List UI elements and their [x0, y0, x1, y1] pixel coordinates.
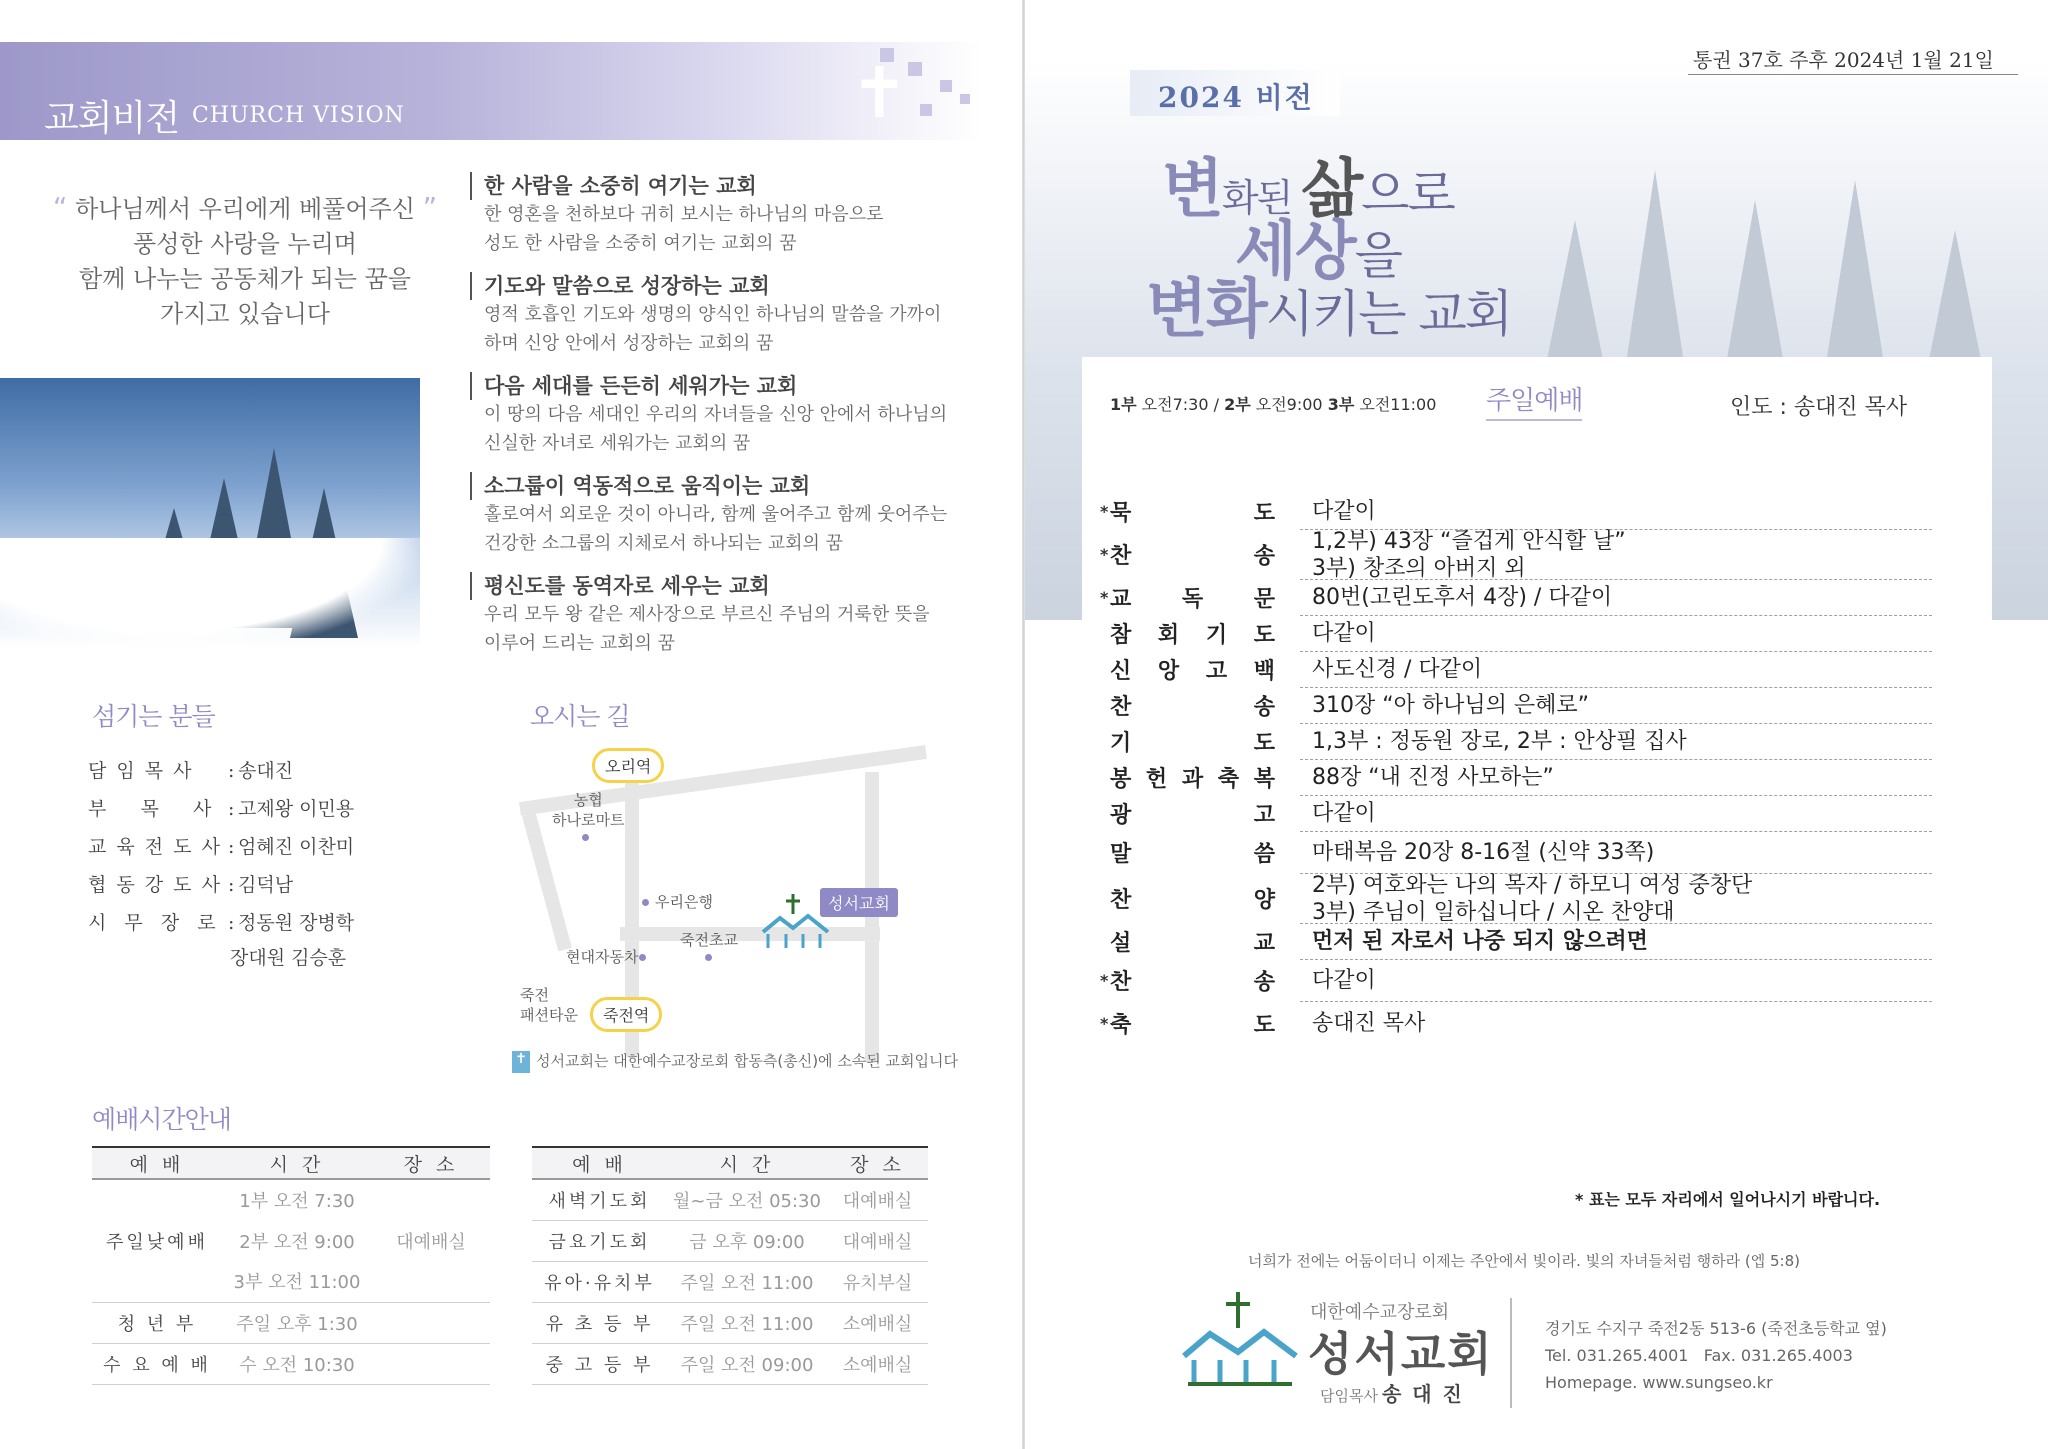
- service-order-value: 송대진 목사: [1312, 1010, 1426, 1036]
- label-char: 찬: [1110, 888, 1132, 913]
- service-order-label: [1110, 690, 1275, 721]
- worship-name: 중 고 등 부: [532, 1343, 667, 1384]
- vision-list: [470, 172, 1010, 672]
- staff-role: 담 임 목 사: [88, 760, 194, 782]
- pixel-deco: [908, 62, 922, 76]
- service-order-row: [1110, 872, 1932, 925]
- denomination: 대한예수교장로회: [1310, 1302, 1450, 1323]
- label-char: 독: [1181, 587, 1204, 612]
- church-contact: [1545, 1315, 1887, 1396]
- table-row: [532, 1302, 928, 1343]
- stand-mark: *: [1100, 971, 1109, 990]
- pastor-label: 담임목사: [1320, 1387, 1378, 1405]
- staff-row: 시 무 장 로 : 정동원 장병학: [88, 904, 354, 942]
- table-row: [532, 1179, 928, 1220]
- open-quote-icon: “: [52, 191, 68, 224]
- label-char: 묵: [1110, 501, 1132, 526]
- station-ori: 오리역: [592, 748, 664, 783]
- pastor-name: 송 대 진: [1381, 1382, 1464, 1406]
- service-order-value: 310장 “아 하나님의 은혜로”: [1312, 693, 1590, 718]
- label-char: 고: [1253, 803, 1275, 828]
- service-order-list: [1100, 494, 1932, 1044]
- service-order-label: [1110, 539, 1275, 570]
- service-title: 주일예배: [1486, 380, 1582, 421]
- worship-table-right: [532, 1146, 928, 1385]
- service-order-row: [1110, 724, 1932, 760]
- service-order-row: [1110, 652, 1932, 688]
- slogan-text: 을: [1354, 227, 1401, 285]
- staff-row: 부 목 사 : 고제왕 이민용: [88, 790, 354, 828]
- staff-row: 교 육 전 도 사 : 엄혜진 이찬미: [88, 828, 354, 866]
- service-order-value: 1,3부 : 정동원 장로, 2부 : 안상필 집사: [1312, 729, 1687, 754]
- service-leader: 인도 : 송대진 목사: [1730, 395, 1908, 420]
- worship-name: 주일낮예배: [92, 1179, 222, 1302]
- service-order-value: 다같이: [1312, 968, 1376, 993]
- label-char: 헌: [1145, 767, 1168, 792]
- map-label-bank: 우리은행: [655, 893, 713, 911]
- table-row: [92, 1179, 490, 1220]
- label-char: 도: [1253, 1012, 1275, 1038]
- vision-year-text: 2024 비전: [1158, 81, 1314, 114]
- service-order-label: [1110, 965, 1275, 996]
- worship-name: 수 요 예 배: [92, 1343, 222, 1384]
- staff-name: 고제왕 이민용: [238, 798, 355, 820]
- slogan-emph: 변: [1162, 153, 1222, 227]
- staff-role: 부 목 사: [88, 798, 214, 820]
- label-char: 고: [1205, 659, 1228, 684]
- label-char: 설: [1110, 931, 1132, 956]
- vision-quote: [50, 190, 440, 332]
- table-row: [532, 1343, 928, 1384]
- label-char: 앙: [1157, 659, 1180, 684]
- worship-name: 금요기도회: [532, 1220, 667, 1261]
- church-name: 성서교회: [1308, 1327, 1494, 1381]
- service-order-label: [1110, 496, 1275, 527]
- service-order-row: [1100, 494, 1932, 530]
- worship-place: 대예배실: [827, 1220, 928, 1261]
- service-order-row: [1110, 832, 1932, 874]
- service-order-row: [1110, 616, 1932, 652]
- church-phone: Tel. 031.265.4001 Fax. 031.265.4003: [1545, 1346, 1853, 1365]
- service-part: 2부: [1224, 395, 1251, 414]
- worship-place: 유치부실: [827, 1261, 928, 1302]
- label-char: 광: [1110, 803, 1132, 828]
- staff-section-title: 섬기는 분들: [92, 702, 215, 731]
- label-char: 찬: [1110, 970, 1132, 995]
- service-order-row: [1110, 688, 1932, 724]
- label-char: 씀: [1253, 842, 1275, 867]
- worship-time: 2부 오전 9:00: [239, 1231, 355, 1253]
- service-order-row: [1110, 760, 1932, 796]
- service-time: 오전9:00: [1250, 395, 1328, 414]
- service-order-row: [1100, 528, 1932, 581]
- service-order-value: 1,2부) 43장 “즐겁게 안식할 날” 3부) 창조의 아버지 외: [1312, 528, 1626, 581]
- map-dot: [705, 954, 712, 961]
- slogan-emph: 세상: [1235, 215, 1355, 289]
- worship-time: 3부 오전 11:00: [222, 1261, 372, 1302]
- worship-table-left: [92, 1146, 490, 1385]
- service-order-value: 먼저 된 자로서 나중 되지 않으려면: [1312, 929, 1648, 954]
- staff-row: 담 임 목 사 : 송대진: [88, 752, 354, 790]
- slogan-emph: 삶: [1301, 153, 1362, 227]
- label-char: 신: [1110, 659, 1132, 684]
- worship-time: 수 오전 10:30: [222, 1343, 372, 1384]
- label-char: 참: [1110, 623, 1132, 648]
- pixel-deco: [920, 104, 932, 116]
- service-order-row: [1100, 1002, 1932, 1044]
- staff-role: 교 육 전 도 사: [88, 836, 222, 858]
- stand-mark: *: [1100, 1013, 1109, 1033]
- service-order-label: [1110, 582, 1275, 613]
- worship-time: 주일 오전 11:00: [667, 1302, 827, 1343]
- close-quote-icon: ”: [422, 191, 438, 224]
- col-header: 장 소: [827, 1147, 928, 1179]
- service-order-label: [1110, 654, 1275, 685]
- vision-item: [470, 272, 1010, 358]
- label-char: 축: [1217, 767, 1240, 792]
- cross-icon: ✝: [850, 52, 909, 134]
- table-header-row: [92, 1147, 490, 1179]
- church-note-icon: ✝: [512, 1051, 530, 1073]
- table-header-row: [532, 1147, 928, 1179]
- service-order-value: 마태복음 20장 8-16절 (신약 33쪽): [1312, 840, 1655, 865]
- tree-shape: [1625, 170, 1685, 370]
- worship-time: 월~금 오전 05:30: [667, 1179, 827, 1220]
- col-header: 시 간: [667, 1147, 827, 1179]
- service-time: 오전7:30 /: [1136, 395, 1225, 414]
- pixel-deco: [960, 94, 970, 104]
- map-road: [620, 927, 880, 941]
- slogan-line-3: [1146, 258, 1511, 350]
- vision-item: [470, 372, 1010, 458]
- slogan-text: 으로: [1361, 165, 1454, 223]
- divider: [1688, 74, 2018, 75]
- church-logo-icon: [758, 892, 838, 952]
- staff-row: 협 동 강 도 사 : 김덕남: [88, 866, 354, 904]
- worship-time: 주일 오전 09:00: [667, 1343, 827, 1384]
- church-logo-icon: [1180, 1290, 1300, 1390]
- map-road: [865, 772, 879, 1062]
- service-order-label: [1110, 883, 1275, 914]
- snow-ground: [0, 538, 420, 648]
- table-row: [92, 1302, 490, 1343]
- col-header: 시 간: [222, 1147, 372, 1179]
- worship-name: 유아·유치부: [532, 1261, 667, 1302]
- vision-year-badge: [1130, 70, 1340, 116]
- map-dot: [582, 834, 589, 841]
- winter-forest-image: [0, 378, 420, 648]
- staff-name: 김덕남: [238, 874, 294, 896]
- map-label-hyundai: 현대자동차: [566, 948, 639, 966]
- vision-item-title: 평신도를 동역자로 세우는 교회: [470, 572, 1010, 600]
- vision-item-desc: 영적 호흡인 기도와 생명의 양식인 하나님의 말씀을 가까이 하며 신앙 안에서 성장하는 교회의 꿈: [484, 304, 942, 354]
- service-order-label: [1110, 926, 1275, 957]
- vision-item-title: 다음 세대를 든든히 세워가는 교회: [470, 372, 1010, 400]
- vision-item-desc: 홀로여서 외로운 것이 아니라, 함께 울어주고 함께 웃어주는 건강한 소그룹의 지체로서 하나되는 교회의 꿈: [484, 504, 948, 554]
- vision-item-desc: 한 영혼을 천하보다 귀히 보시는 하나님의 마음으로 성도 한 사람을 소중히 여기는 교회의 꿈: [484, 204, 884, 254]
- label-char: 찬: [1110, 544, 1132, 569]
- service-order-value: 2부) 여호와는 나의 목자 / 하모니 여성 중창단 3부) 주님이 일하십니다 / 시온 찬양대: [1312, 872, 1753, 925]
- vision-item: [470, 172, 1010, 258]
- service-order-value: 다같이: [1312, 621, 1376, 646]
- label-char: 찬: [1110, 695, 1132, 720]
- map-section-title: 오시는 길: [530, 702, 630, 731]
- vision-subtitle: CHURCH VISION: [192, 103, 405, 128]
- worship-section-title: 예배시간안내: [92, 1105, 231, 1134]
- label-char: 백: [1253, 659, 1275, 684]
- stand-mark: *: [1100, 588, 1109, 607]
- worship-name: 새벽기도회: [532, 1179, 667, 1220]
- vision-item-desc: 이 땅의 다음 세대인 우리의 자녀들을 신앙 안에서 하나님의 신실한 자녀로 세워가는 교회의 꿈: [484, 404, 948, 454]
- church-address: 경기도 수지구 죽전2동 513-6 (죽전초등학교 옆): [1545, 1319, 1887, 1338]
- quote-line: 하나님께서 우리에게 베풀어주신: [75, 195, 415, 223]
- table-row: [92, 1343, 490, 1384]
- vision-item-title: 소그룹이 역동적으로 움직이는 교회: [470, 472, 1010, 500]
- label-char: 과: [1181, 767, 1204, 792]
- col-header: 장 소: [372, 1147, 490, 1179]
- service-order-label: [1110, 762, 1275, 793]
- stand-note: * 표는 모두 자리에서 일어나시기 바랍니다.: [1575, 1190, 1881, 1209]
- worship-name: 유 초 등 부: [532, 1302, 667, 1343]
- label-char: 회: [1157, 623, 1180, 648]
- station-jukjeon: 죽전역: [590, 997, 662, 1032]
- vision-title: 교회비전: [44, 98, 180, 139]
- quote-line: 가지고 있습니다: [160, 300, 330, 328]
- worship-time: 주일 오후 1:30: [222, 1302, 372, 1343]
- service-order-row: [1110, 924, 1932, 960]
- service-order-label: [1110, 618, 1275, 649]
- label-char: 복: [1253, 767, 1275, 792]
- worship-name: 청 년 부: [92, 1302, 222, 1343]
- col-header: 예 배: [92, 1147, 222, 1179]
- directions-map: [520, 742, 930, 1062]
- vision-item-title: 한 사람을 소중히 여기는 교회: [470, 172, 1010, 200]
- stand-mark: *: [1100, 502, 1109, 521]
- tree-shape: [1725, 200, 1785, 370]
- vision-item: [470, 472, 1010, 558]
- service-order-value: 사도신경 / 다같이: [1312, 657, 1483, 682]
- service-order-label: [1110, 1008, 1275, 1039]
- label-char: 교: [1110, 587, 1132, 612]
- map-dot: [639, 954, 646, 961]
- staff-name: 정동원 장병학: [238, 912, 355, 934]
- label-char: 송: [1253, 970, 1275, 995]
- tree-shape: [1825, 180, 1885, 370]
- label-char: 송: [1253, 695, 1275, 720]
- label-char: 송: [1253, 544, 1275, 569]
- vision-item: [470, 572, 1010, 658]
- worship-place: 소예배실: [827, 1302, 928, 1343]
- worship-place: 대예배실: [372, 1179, 490, 1302]
- scripture-verse: 너희가 전에는 어둠이더니 이제는 주안에서 빛이라. 빛의 자녀들처럼 행하라 (엡 5:8): [1248, 1252, 1800, 1270]
- service-order-row: [1110, 796, 1932, 832]
- bulletin-issue: 통권 37호 주후 2024년 1월 21일: [1693, 48, 1994, 72]
- map-note: [512, 1050, 958, 1073]
- vision-item-desc: 우리 모두 왕 같은 제사장으로 부르신 주님의 거룩한 뜻을 이루어 드리는 교회의 꿈: [484, 604, 930, 654]
- label-char: 기: [1205, 623, 1228, 648]
- church-homepage[interactable]: Homepage. www.sungseo.kr: [1545, 1373, 1773, 1392]
- service-order-row: [1100, 960, 1932, 1002]
- label-char: 축: [1110, 1012, 1132, 1038]
- pixel-deco: [940, 80, 952, 92]
- label-char: 봉: [1110, 767, 1132, 792]
- stand-mark: *: [1100, 545, 1109, 564]
- staff-role: 시 무 장 로: [88, 912, 218, 934]
- worship-time: 금 오후 09:00: [667, 1220, 827, 1261]
- label-char: 문: [1253, 587, 1275, 612]
- worship-place: 대예배실: [827, 1179, 928, 1220]
- staff-list: [88, 752, 354, 974]
- worship-place: 소예배실: [827, 1343, 928, 1384]
- label-char: 도: [1253, 623, 1275, 648]
- map-note-text: 성서교회는 대한예수교장로회 합동측(총신)에 소속된 교회입니다: [536, 1052, 959, 1070]
- map-road: [522, 813, 572, 952]
- staff-role: 협 동 강 도 사: [88, 874, 222, 896]
- service-order-value: 다같이: [1312, 801, 1376, 826]
- staff-name: 송대진: [238, 760, 294, 782]
- service-order-value: 다같이: [1312, 499, 1376, 524]
- service-order-label: [1110, 726, 1275, 757]
- divider: [1510, 1298, 1512, 1408]
- staff-name: 엄혜진 이찬미: [238, 836, 355, 858]
- label-char: 기: [1110, 731, 1132, 756]
- worship-time: 주일 오전 11:00: [667, 1261, 827, 1302]
- map-label-school: 죽전초교: [680, 931, 738, 949]
- label-char: 도: [1253, 501, 1275, 526]
- slogan-text: 시키는 교회: [1265, 285, 1512, 343]
- staff-name-extra: 장대원 김승훈: [230, 947, 347, 969]
- service-order-value: 80번(고린도후서 4장) / 다같이: [1312, 585, 1613, 610]
- vision-item-title: 기도와 말씀으로 성장하는 교회: [470, 272, 1010, 300]
- table-row: [532, 1261, 928, 1302]
- worship-time: 1부 오전 7:30: [239, 1191, 355, 1212]
- service-order-label: [1110, 837, 1275, 868]
- quote-line: 함께 나누는 공동체가 되는 꿈을: [79, 265, 411, 293]
- senior-pastor: [1320, 1378, 1464, 1407]
- service-order-row: [1100, 580, 1932, 616]
- service-part: 1부: [1110, 395, 1137, 414]
- label-char: 교: [1253, 931, 1275, 956]
- tree-shape: [1545, 220, 1605, 370]
- service-part: 3부: [1327, 395, 1355, 414]
- map-church-label: 성서교회: [820, 888, 898, 917]
- map-dot: [642, 899, 649, 906]
- service-order-label: [1110, 798, 1275, 829]
- label-char: 도: [1253, 731, 1275, 756]
- label-char: 양: [1253, 888, 1275, 913]
- table-row: [532, 1220, 928, 1261]
- col-header: 예 배: [532, 1147, 667, 1179]
- slogan-emph: 변화: [1146, 273, 1266, 347]
- slogan-text: 화된: [1221, 176, 1302, 220]
- service-times: [1110, 392, 1436, 415]
- label-char: 말: [1110, 842, 1132, 867]
- service-order-value: 88장 “내 진정 사모하는”: [1312, 765, 1554, 790]
- quote-line: 풍성한 사랑을 누리며: [133, 230, 357, 258]
- map-label-fashion: 죽전 패션타운: [520, 986, 578, 1024]
- map-label-nh: 농협 하나로마트: [552, 791, 625, 829]
- service-time: 오전11:00: [1354, 395, 1437, 414]
